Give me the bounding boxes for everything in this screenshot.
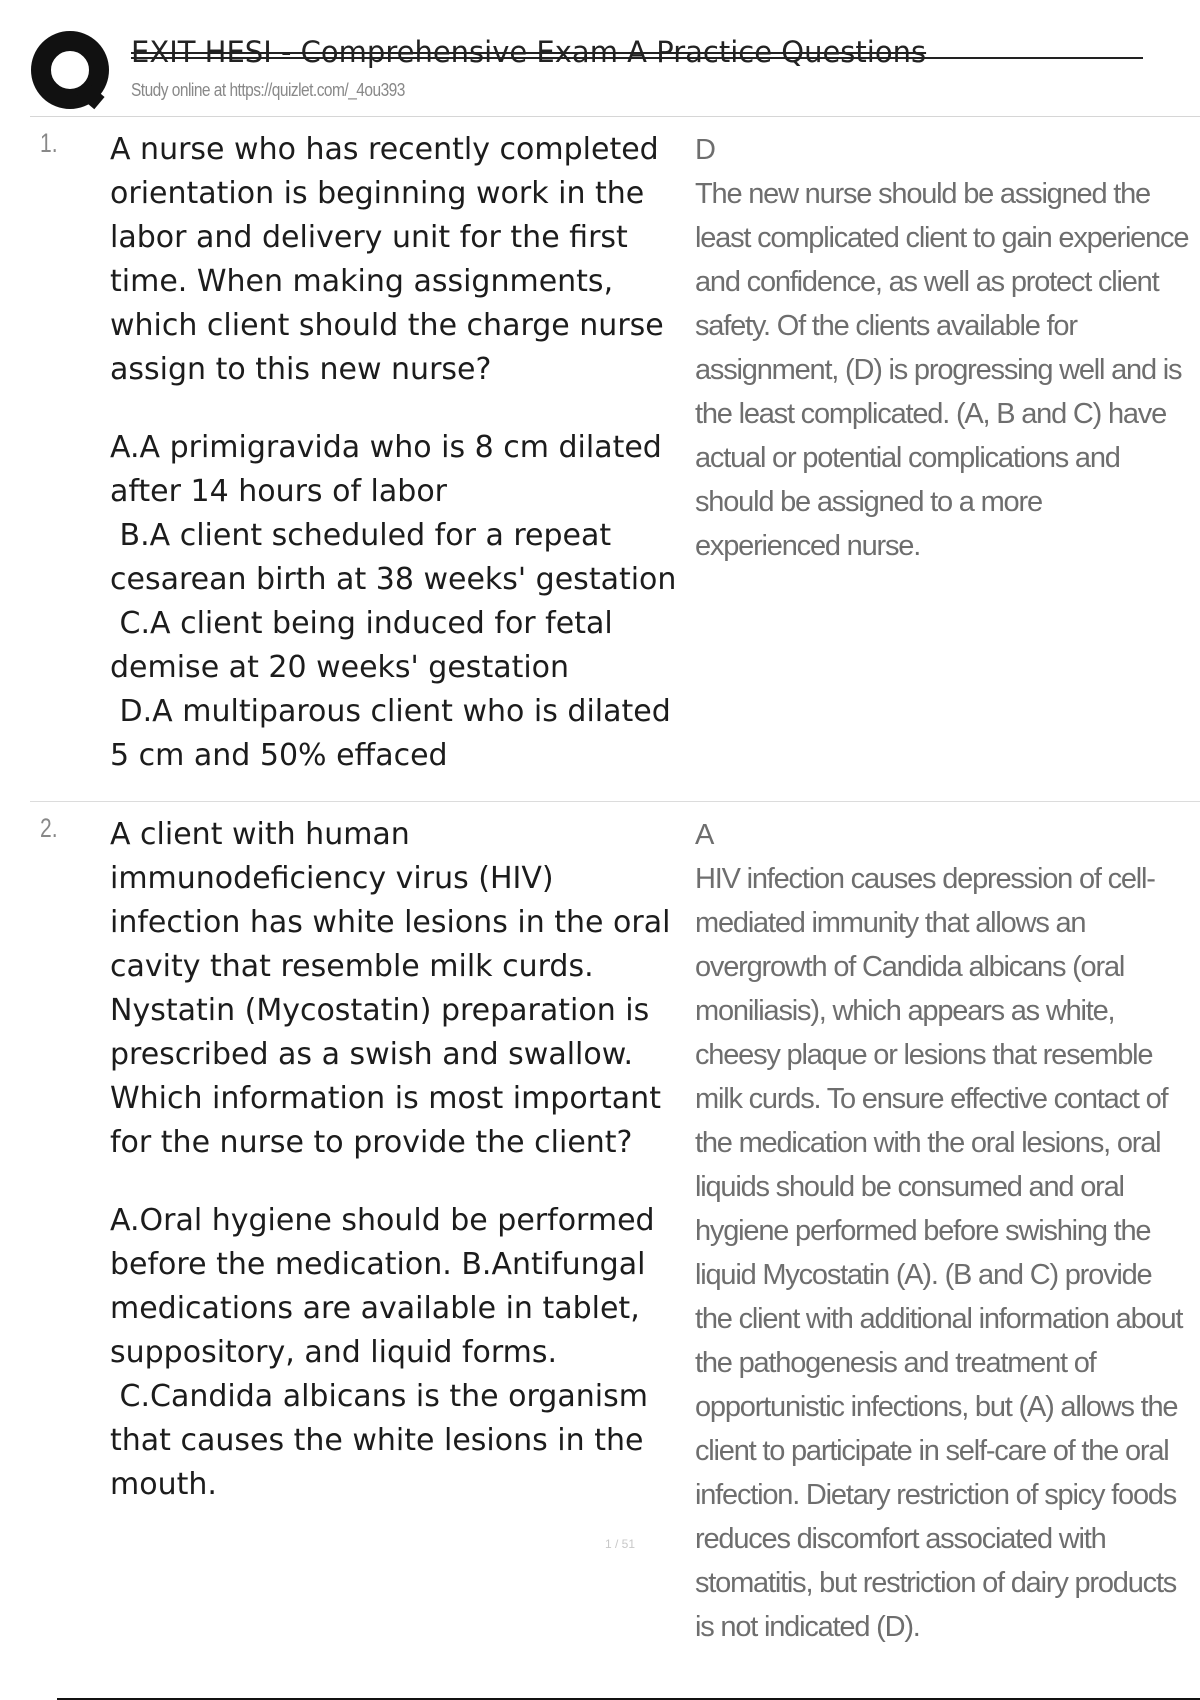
card-answer (695, 813, 1193, 1649)
answer-explanation: The new nurse should be assigned the least complicated client to gain experience and confidence, as well as protect client safety. Of the clients available for assignment, (D) is progressing well and is the least complicated. (A, B and C) have actual or potential complications and should be assigned to a more experienced nurse. (695, 178, 1189, 562)
option-c: C.A client being induced for fetal demise at 20 weeks' gestation (110, 606, 623, 685)
option-a-b: A.Oral hygiene should be performed before the medication. B.Antifungal medications are available in tablet, suppository, and liquid forms. (110, 1203, 655, 1370)
answer-explanation: HIV infection causes depression of cell-mediated immunity that allows an overgrowth of Candida albicans (oral moniliasis), which appears as white, cheesy plaque or lesions that resemble milk curds. To ensure effective contact of the medication with the oral lesions, oral liquids should be consumed and oral hygiene performed before swishing the liquid Mycostatin (A). (B and C) provide the client with additional information about the pathogenesis and treatment of opportunistic infections, but (A) allows the client to participate in self-care of the oral infection. Dietary restriction of spicy foods reduces discomfort associated with stomatitis, but restriction of dairy products is not indicated (D). (695, 863, 1183, 1643)
card-number: 1. (40, 128, 58, 158)
option-c: C.Candida albicans is the organism that causes the white lesions in the mouth. (110, 1379, 658, 1502)
quizlet-logo-icon (30, 30, 112, 112)
card-question (110, 128, 685, 778)
study-online-link[interactable]: Study online at https://quizlet.com/_4ou393 (131, 80, 405, 100)
option-b: B.A client scheduled for a repeat cesarean birth at 38 weeks' gestation (110, 518, 677, 597)
header-divider (30, 116, 1200, 117)
question-text: A client with human immunodeficiency virus (HIV) infection has white lesions in the oral cavity that resemble milk curds. Nystatin (Mycostatin) preparation is prescribed as a swish and swallow. Which information is most important for the nurse to provide the client? (110, 817, 671, 1160)
option-d: D.A multiparous client who is dilated 5 cm and 50% effaced (110, 694, 681, 773)
card-divider (30, 801, 1200, 802)
page-number: 1 / 51 (604, 1537, 636, 1551)
card-question (110, 813, 685, 1507)
answer-letter: A (695, 819, 714, 851)
question-text: A nurse who has recently completed orientation is beginning work in the labor and delivery unit for the first time. When making assignments, which client should the charge nurse assign to this new nurse? (110, 132, 664, 387)
answer-letter: D (695, 134, 715, 166)
document-title: EXIT HESI - Comprehensive Exam A Practice Questions (131, 35, 927, 69)
card-number: 2. (40, 813, 58, 843)
page-header (0, 0, 1200, 118)
option-a: A.A primigravida who is 8 cm dilated after 14 hours of labor (110, 430, 662, 509)
card-answer (695, 128, 1193, 568)
flashcard-1 (0, 120, 1200, 800)
